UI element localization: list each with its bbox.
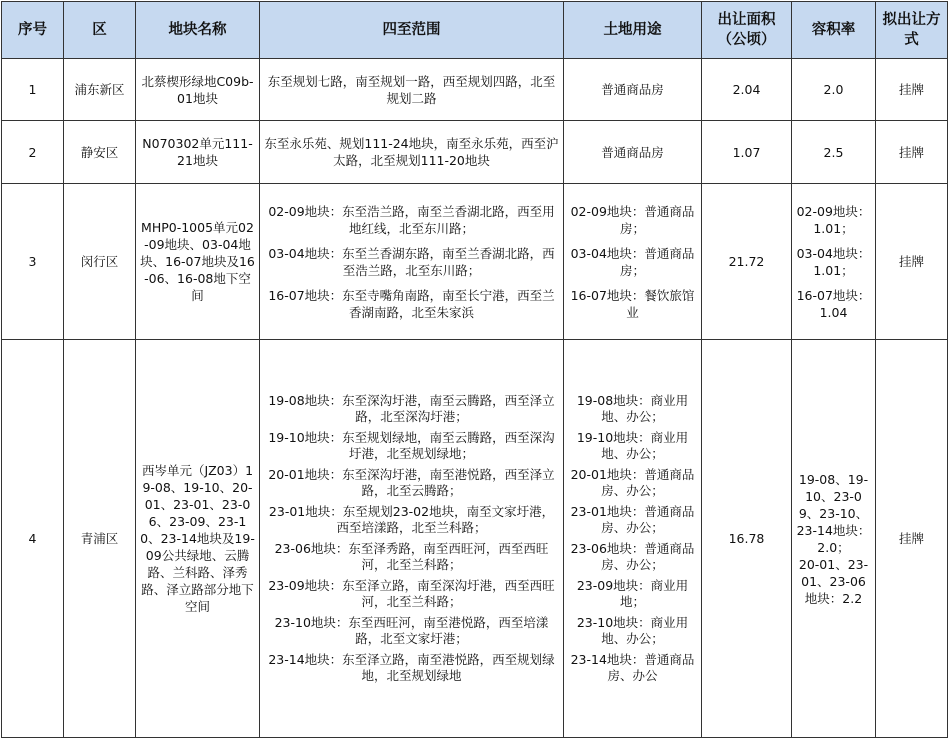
use-entry: 03-04地块：普通商品房； xyxy=(570,245,695,278)
land-transfer-table xyxy=(1,1,948,738)
header-method: 拟出让方式 xyxy=(876,2,948,59)
seq-cell: 3 xyxy=(2,184,64,340)
method-cell: 挂牌 xyxy=(876,121,948,184)
far-entry: 20-01、23-01、23-06地块：2.2 xyxy=(798,556,869,606)
district-cell: 青浦区 xyxy=(64,340,136,738)
use-entry: 23-10地块：商业用地、办公； xyxy=(576,615,689,646)
bounds-entry: 23-10地块：东至西旺河，南至港悦路，西至培漾路，北至文家圩港； xyxy=(274,615,549,646)
bounds-cell xyxy=(260,340,564,738)
table-header-row xyxy=(2,2,948,59)
area-cell: 16.78 xyxy=(702,340,792,738)
use-entry: 23-09地块：商业用地； xyxy=(576,578,689,609)
far-cell: 2.0 xyxy=(792,59,876,121)
parcel-cell: 西岑单元（JZ03）19-08、19-10、20-01、23-01、23-06、23-09、23-10、23-14地块及19-09公共绿地、云腾路、兰科路、泽秀路、泽立路部分地下空间 xyxy=(136,340,260,738)
bounds-entry: 03-04地块：东至兰香湖东路，南至兰香湖北路，西至浩兰路，北至东川路； xyxy=(268,245,555,278)
bounds-entry: 23-09地块：东至泽立路，南至深沟圩港，西至西旺河，北至兰科路； xyxy=(268,578,555,609)
header-bounds: 四至范围 xyxy=(260,2,564,59)
use-cell: 普通商品房 xyxy=(564,121,702,184)
use-cell xyxy=(564,340,702,738)
far-cell: 2.5 xyxy=(792,121,876,184)
far-entry: 03-04地块：1.01； xyxy=(796,245,871,278)
bounds-entry: 19-10地块：东至规划绿地，南至云腾路，西至深沟圩港，北至规划绿地； xyxy=(268,430,555,461)
bounds-entry: 23-06地块：东至泽秀路，南至西旺河，西至西旺河，北至兰科路； xyxy=(274,541,549,572)
district-cell: 闵行区 xyxy=(64,184,136,340)
bounds-cell: 东至规划七路，南至规划一路，西至规划四路，北至规划二路 xyxy=(260,59,564,121)
far-entry: 16-07地块：1.04 xyxy=(796,287,871,320)
parcel-cell: N070302单元111-21地块 xyxy=(136,121,260,184)
far-cell xyxy=(792,184,876,340)
method-cell: 挂牌 xyxy=(876,59,948,121)
seq-cell: 4 xyxy=(2,340,64,738)
use-entry: 23-14地块：普通商品房、办公 xyxy=(570,652,695,683)
use-entry: 16-07地块：餐饮旅馆业 xyxy=(570,287,695,320)
use-cell xyxy=(564,184,702,340)
district-cell: 浦东新区 xyxy=(64,59,136,121)
header-use: 土地用途 xyxy=(564,2,702,59)
bounds-cell: 东至永乐苑、规划111-24地块，南至永乐苑，西至沪太路，北至规划111-20地块 xyxy=(260,121,564,184)
far-entry: 02-09地块：1.01； xyxy=(796,203,871,236)
header-area: 出让面积（公顷） xyxy=(702,2,792,59)
far-cell xyxy=(792,340,876,738)
bounds-entry: 23-01地块：东至规划23-02地块，南至文家圩港，西至培漾路，北至兰科路； xyxy=(268,504,555,535)
method-cell: 挂牌 xyxy=(876,184,948,340)
parcel-cell: MHP0-1005单元02-09地块、03-04地块、16-07地块及16-06、16-08地下空间 xyxy=(136,184,260,340)
use-entry: 23-06地块：普通商品房、办公； xyxy=(570,541,695,572)
bounds-entry: 20-01地块：东至深沟圩港，南至港悦路，西至泽立路，北至云腾路； xyxy=(268,467,555,498)
bounds-entry: 02-09地块：东至浩兰路，南至兰香湖北路，西至用地红线，北至东川路； xyxy=(268,203,555,236)
table-row xyxy=(2,184,948,340)
table-row xyxy=(2,340,948,738)
bounds-cell xyxy=(260,184,564,340)
area-cell: 21.72 xyxy=(702,184,792,340)
header-far: 容积率 xyxy=(792,2,876,59)
use-entry: 19-10地块：商业用地、办公； xyxy=(576,430,689,461)
district-cell: 静安区 xyxy=(64,121,136,184)
far-entry: 19-08、19-10、23-09、23-10、23-14地块：2.0； xyxy=(796,471,871,555)
table-row xyxy=(2,59,948,121)
parcel-cell: 北蔡楔形绿地C09b-01地块 xyxy=(136,59,260,121)
header-district: 区 xyxy=(64,2,136,59)
seq-cell: 1 xyxy=(2,59,64,121)
bounds-entry: 19-08地块：东至深沟圩港，南至云腾路，西至泽立路，北至深沟圩港； xyxy=(268,393,555,424)
seq-cell: 2 xyxy=(2,121,64,184)
use-cell: 普通商品房 xyxy=(564,59,702,121)
use-entry: 20-01地块：普通商品房、办公； xyxy=(570,467,695,498)
area-cell: 2.04 xyxy=(702,59,792,121)
area-cell: 1.07 xyxy=(702,121,792,184)
header-parcel: 地块名称 xyxy=(136,2,260,59)
use-entry: 23-01地块：普通商品房、办公； xyxy=(570,504,695,535)
bounds-entry: 23-14地块：东至泽立路，南至港悦路，西至规划绿地，北至规划绿地 xyxy=(268,652,555,683)
table-row xyxy=(2,121,948,184)
use-entry: 19-08地块：商业用地、办公； xyxy=(576,393,689,424)
method-cell: 挂牌 xyxy=(876,340,948,738)
bounds-entry: 16-07地块：东至寺嘴角南路，南至长宁港，西至兰香湖南路，北至朱家浜 xyxy=(268,287,555,320)
header-seq: 序号 xyxy=(2,2,64,59)
use-entry: 02-09地块：普通商品房； xyxy=(570,203,695,236)
